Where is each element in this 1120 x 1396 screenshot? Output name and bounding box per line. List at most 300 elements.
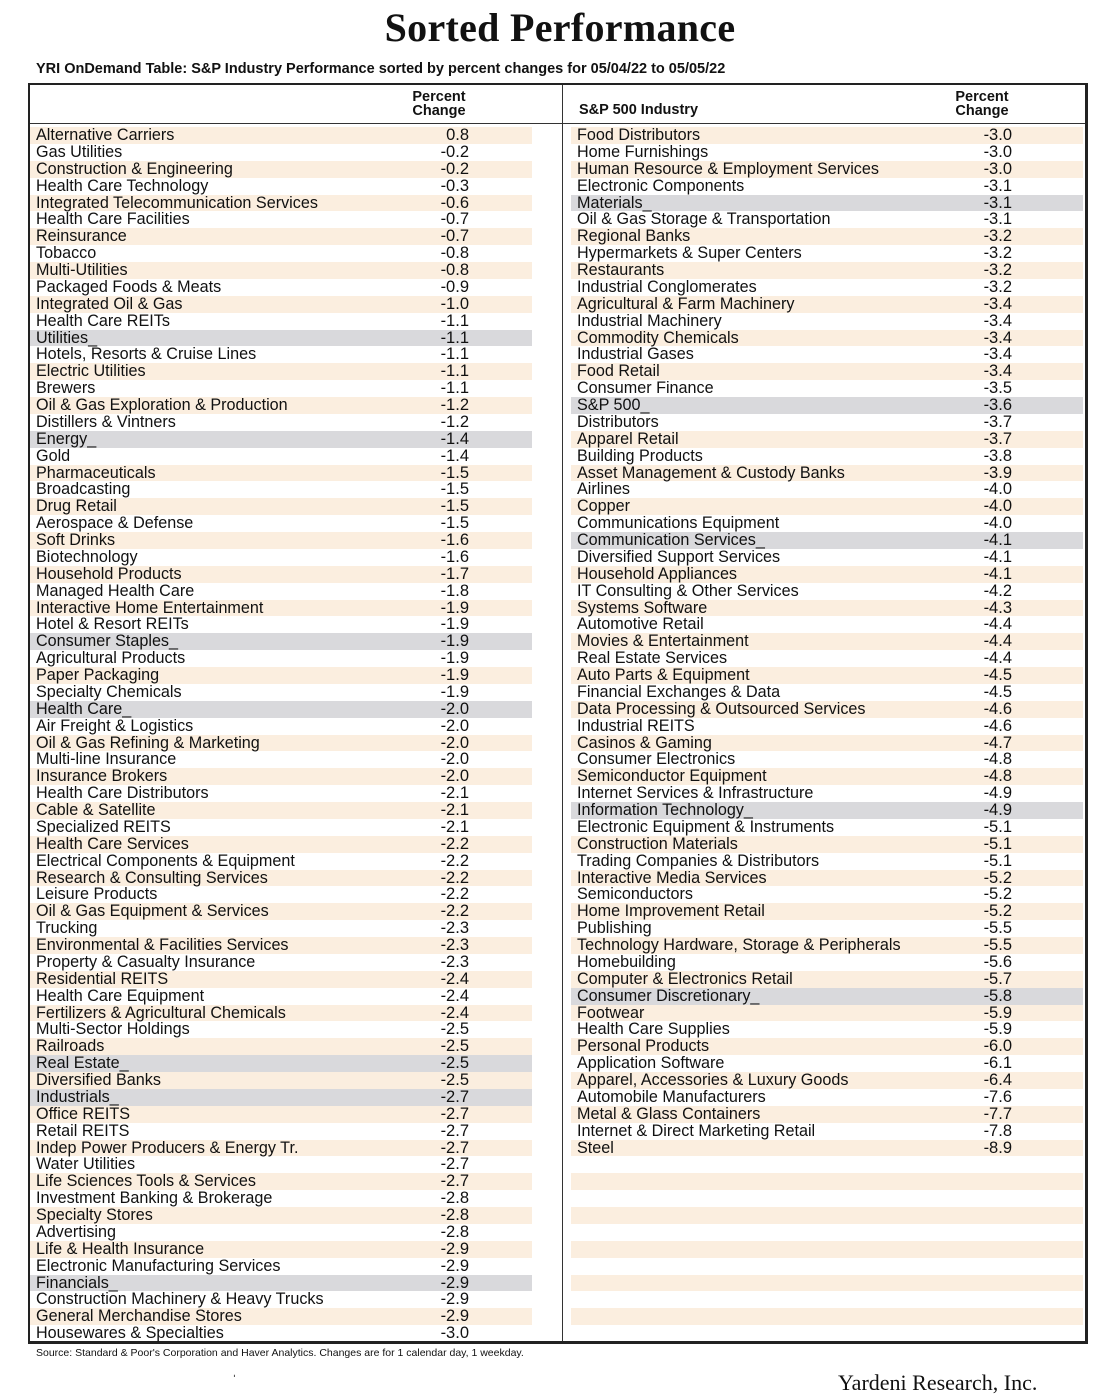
industry-name: Specialty Chemicals xyxy=(36,682,182,701)
footer-brand: Yardeni Research, Inc. xyxy=(838,1370,1038,1395)
table-row xyxy=(571,1021,1083,1038)
percent-change-value: -2.2 xyxy=(440,834,469,853)
table-row xyxy=(30,684,532,701)
industry-name: Semiconductor Equipment xyxy=(577,767,767,786)
percent-change-value: -2.7 xyxy=(440,1138,469,1157)
percent-change-value: -0.2 xyxy=(440,159,469,178)
percent-change-value: -5.2 xyxy=(983,868,1012,887)
column-divider xyxy=(562,85,563,1341)
industry-name: Multi-line Insurance xyxy=(36,750,177,769)
percent-change-value: -2.5 xyxy=(440,1020,469,1039)
table-row xyxy=(30,127,532,144)
industry-name: Specialized REITS xyxy=(36,817,171,836)
percent-change-value: -1.9 xyxy=(440,598,469,617)
percent-change-value: -3.0 xyxy=(983,126,1012,144)
industry-name: Restaurants xyxy=(577,261,665,279)
industry-name: Electric Utilities xyxy=(36,362,146,381)
industry-name: Interactive Media Services xyxy=(577,868,767,887)
percent-change-value: -2.4 xyxy=(440,969,469,988)
right-header-rule xyxy=(563,123,1085,124)
empty-row xyxy=(571,1325,1083,1342)
percent-change-value: -2.9 xyxy=(440,1307,469,1326)
industry-name: Interactive Home Entertainment xyxy=(36,598,264,617)
table-row xyxy=(571,819,1083,836)
table-row xyxy=(30,920,532,937)
industry-name: Food Distributors xyxy=(577,126,701,144)
percent-change-value: -5.6 xyxy=(983,952,1012,971)
table-row xyxy=(30,346,532,363)
percent-change-value: -3.0 xyxy=(440,1324,469,1343)
industry-name: Housewares & Specialties xyxy=(36,1324,224,1343)
percent-change-value: -2.0 xyxy=(440,767,469,786)
table-row xyxy=(30,1021,532,1038)
left-column xyxy=(30,127,532,1342)
table-row xyxy=(571,718,1083,735)
table-row xyxy=(571,262,1083,279)
percent-change-value: -1.4 xyxy=(440,446,469,465)
table-row xyxy=(30,296,532,313)
table-row xyxy=(30,971,532,988)
percent-change-value: -3.2 xyxy=(983,227,1012,246)
industry-name: Consumer Finance xyxy=(577,379,714,398)
table-row xyxy=(30,363,532,380)
industry-name: Financials_ xyxy=(36,1273,118,1292)
percent-change-value: -4.6 xyxy=(983,699,1012,718)
industry-name: Household Products xyxy=(36,564,182,583)
percent-change-value: -2.5 xyxy=(440,1054,469,1073)
table-row xyxy=(571,178,1083,195)
percent-change-value: -4.5 xyxy=(983,666,1012,684)
table-row xyxy=(571,313,1083,330)
percent-change-value: -3.9 xyxy=(983,463,1012,482)
industry-name: Aerospace & Defense xyxy=(36,514,194,533)
percent-change-value: -2.8 xyxy=(440,1189,469,1208)
percent-change-value: -4.8 xyxy=(983,767,1012,786)
industry-name: Construction Machinery & Heavy Trucks xyxy=(36,1290,324,1309)
industry-name: Homebuilding xyxy=(577,952,676,971)
table-row xyxy=(30,751,532,768)
table-row xyxy=(571,1072,1083,1089)
sector-row xyxy=(30,1055,532,1072)
table-row xyxy=(571,583,1083,600)
industry-name: Footwear xyxy=(577,1003,645,1022)
sector-row xyxy=(571,802,1083,819)
industry-name: Oil & Gas Storage & Transportation xyxy=(577,210,831,229)
empty-row xyxy=(571,1190,1083,1207)
right-header-line2: Change xyxy=(955,103,1009,119)
industry-name: Health Care Distributors xyxy=(36,784,209,803)
percent-change-value: 0.8 xyxy=(446,126,469,144)
percent-change-value: -0.7 xyxy=(440,227,469,246)
percent-change-value: -3.7 xyxy=(983,412,1012,431)
table-row xyxy=(571,380,1083,397)
table-row xyxy=(571,971,1083,988)
table-row xyxy=(30,954,532,971)
percent-change-value: -5.1 xyxy=(983,834,1012,853)
performance-table xyxy=(28,83,1088,1344)
industry-name: Indep Power Producers & Energy Tr. xyxy=(36,1138,299,1157)
industry-name: Leisure Products xyxy=(36,885,158,904)
percent-change-value: -1.1 xyxy=(440,328,469,347)
industry-name: Drug Retail xyxy=(36,497,117,516)
table-row xyxy=(571,903,1083,920)
percent-change-value: -4.2 xyxy=(983,581,1012,600)
percent-change-value: -6.4 xyxy=(983,1071,1012,1089)
table-row xyxy=(30,397,532,414)
empty-row xyxy=(571,1275,1083,1292)
industry-name: Broadcasting xyxy=(36,480,131,499)
percent-change-value: -1.6 xyxy=(440,531,469,549)
industry-name: Construction & Engineering xyxy=(36,159,233,178)
table-row xyxy=(571,414,1083,431)
industry-name: Health Care Services xyxy=(36,834,189,853)
industry-name: IT Consulting & Other Services xyxy=(577,581,799,600)
table-row xyxy=(30,448,532,465)
industry-name: Soft Drinks xyxy=(36,531,116,549)
table-row xyxy=(571,600,1083,617)
industry-name: Industrial Machinery xyxy=(577,311,722,330)
industry-name: Distributors xyxy=(577,412,659,431)
industry-name: Packaged Foods & Meats xyxy=(36,277,222,296)
percent-change-value: -1.2 xyxy=(440,412,469,431)
percent-change-value: -2.2 xyxy=(440,902,469,921)
industry-name: Health Care Equipment xyxy=(36,986,205,1005)
table-row xyxy=(571,667,1083,684)
percent-change-value: -2.2 xyxy=(440,885,469,904)
percent-change-value: -2.2 xyxy=(440,868,469,887)
table-row xyxy=(30,1123,532,1140)
table-row xyxy=(30,313,532,330)
table-row xyxy=(571,279,1083,296)
table-row xyxy=(30,667,532,684)
industry-name: Electronic Manufacturing Services xyxy=(36,1256,281,1275)
industry-name: Investment Banking & Brokerage xyxy=(36,1189,273,1208)
percent-change-value: -7.7 xyxy=(983,1104,1012,1123)
percent-change-value: -3.4 xyxy=(983,345,1012,364)
industry-name: Environmental & Facilities Services xyxy=(36,936,289,954)
industry-name: Movies & Entertainment xyxy=(577,632,749,651)
table-row xyxy=(30,1005,532,1022)
table-row xyxy=(30,802,532,819)
table-row xyxy=(30,937,532,954)
table-row xyxy=(571,481,1083,498)
industry-name: Information Technology_ xyxy=(577,801,753,819)
industry-name: Home Furnishings xyxy=(577,142,709,161)
percent-change-value: -1.9 xyxy=(440,615,469,634)
industry-name: Diversified Banks xyxy=(36,1071,161,1089)
table-row xyxy=(571,937,1083,954)
right-column xyxy=(571,127,1083,1342)
left-header-line1: Percent xyxy=(412,89,466,105)
industry-name: Electrical Components & Equipment xyxy=(36,851,295,870)
percent-change-value: -1.1 xyxy=(440,379,469,398)
industry-name: Oil & Gas Equipment & Services xyxy=(36,902,269,921)
percent-change-value: -3.0 xyxy=(983,142,1012,161)
percent-change-value: -4.0 xyxy=(983,514,1012,533)
table-row xyxy=(571,127,1083,144)
table-subtitle: YRI OnDemand Table: S&P Industry Performance sorted by percent changes for 05/04/22 to 05/05/22 xyxy=(36,61,726,77)
industry-name: Paper Packaging xyxy=(36,666,160,684)
industry-name: Trucking xyxy=(36,919,98,938)
table-row xyxy=(571,1089,1083,1106)
percent-change-value: -5.2 xyxy=(983,902,1012,921)
industry-name: Computer & Electronics Retail xyxy=(577,969,793,988)
table-row xyxy=(30,836,532,853)
percent-change-value: -2.7 xyxy=(440,1104,469,1123)
table-row xyxy=(30,1258,532,1275)
industry-name: Gold xyxy=(36,446,71,465)
percent-change-value: -4.3 xyxy=(983,598,1012,617)
percent-change-value: -0.8 xyxy=(440,244,469,263)
percent-change-value: -3.6 xyxy=(983,396,1012,414)
industry-name: Human Resource & Employment Services xyxy=(577,159,879,178)
percent-change-value: -0.2 xyxy=(440,142,469,161)
empty-row xyxy=(571,1173,1083,1190)
table-row xyxy=(571,515,1083,532)
table-row xyxy=(30,1207,532,1224)
sector-row xyxy=(30,1275,532,1292)
table-row xyxy=(30,1308,532,1325)
percent-change-value: -7.6 xyxy=(983,1087,1012,1106)
percent-change-value: -2.9 xyxy=(440,1290,469,1309)
percent-change-value: -4.7 xyxy=(983,733,1012,752)
percent-change-value: -0.3 xyxy=(440,176,469,195)
percent-change-value: -2.1 xyxy=(440,801,469,819)
percent-change-value: -2.9 xyxy=(440,1256,469,1275)
percent-change-value: -4.9 xyxy=(983,784,1012,803)
table-row xyxy=(30,1325,532,1342)
table-row xyxy=(30,211,532,228)
sector-row xyxy=(571,988,1083,1005)
percent-change-value: -1.9 xyxy=(440,666,469,684)
industry-name: Casinos & Gaming xyxy=(577,733,712,752)
sector-row xyxy=(571,532,1083,549)
table-row xyxy=(30,903,532,920)
footer-mark: ˈ xyxy=(232,1372,237,1388)
percent-change-value: -2.0 xyxy=(440,699,469,718)
sector-row xyxy=(30,701,532,718)
right-header-line1: Percent xyxy=(955,89,1009,105)
table-row xyxy=(30,532,532,549)
percent-change-value: -2.0 xyxy=(440,733,469,752)
industry-name: Water Utilities xyxy=(36,1155,136,1174)
industry-name: Industrial Gases xyxy=(577,345,694,364)
table-row xyxy=(30,1038,532,1055)
table-row xyxy=(30,853,532,870)
percent-change-value: -0.6 xyxy=(440,193,469,212)
percent-change-value: -5.9 xyxy=(983,1020,1012,1039)
table-row xyxy=(571,836,1083,853)
table-row xyxy=(571,650,1083,667)
industry-name: Industrial REITS xyxy=(577,716,695,735)
percent-change-value: -3.4 xyxy=(983,328,1012,347)
percent-change-value: -5.1 xyxy=(983,851,1012,870)
percent-change-value: -1.9 xyxy=(440,649,469,668)
industry-name: Semiconductors xyxy=(577,885,693,904)
percent-change-value: -1.5 xyxy=(440,514,469,533)
percent-change-value: -3.2 xyxy=(983,261,1012,279)
table-row xyxy=(30,566,532,583)
industry-name: Reinsurance xyxy=(36,227,127,246)
table-row xyxy=(30,735,532,752)
industry-name: Agricultural Products xyxy=(36,649,186,668)
industry-name: Hotel & Resort REITs xyxy=(36,615,189,634)
industry-name: Specialty Stores xyxy=(36,1206,153,1224)
right-header-industry: S&P 500 Industry xyxy=(579,102,699,118)
table-row xyxy=(30,785,532,802)
table-row xyxy=(571,431,1083,448)
percent-change-value: -1.9 xyxy=(440,682,469,701)
table-row xyxy=(30,768,532,785)
table-row xyxy=(30,616,532,633)
percent-change-value: -5.5 xyxy=(983,919,1012,938)
table-row xyxy=(30,870,532,887)
industry-name: Trading Companies & Distributors xyxy=(577,851,820,870)
percent-change-value: -3.8 xyxy=(983,446,1012,465)
percent-change-value: -3.5 xyxy=(983,379,1012,398)
industry-name: Industrial Conglomerates xyxy=(577,277,757,296)
industry-name: Industrials_ xyxy=(36,1087,119,1106)
percent-change-value: -1.1 xyxy=(440,345,469,364)
industry-name: General Merchandise Stores xyxy=(36,1307,242,1326)
industry-name: Electronic Components xyxy=(577,176,745,195)
industry-name: Home Improvement Retail xyxy=(577,902,765,921)
industry-name: Biotechnology xyxy=(36,547,138,566)
table-row xyxy=(571,465,1083,482)
table-row xyxy=(571,144,1083,161)
industry-name: Tobacco xyxy=(36,244,97,263)
table-row xyxy=(571,751,1083,768)
percent-change-value: -2.3 xyxy=(440,936,469,954)
table-row xyxy=(571,228,1083,245)
industry-name: Railroads xyxy=(36,1037,105,1056)
percent-change-value: -3.1 xyxy=(983,210,1012,229)
table-row xyxy=(30,1106,532,1123)
sector-row xyxy=(30,330,532,347)
sector-row xyxy=(30,431,532,448)
percent-change-value: -4.0 xyxy=(983,480,1012,499)
percent-change-value: -4.1 xyxy=(983,547,1012,566)
percent-change-value: -2.3 xyxy=(440,919,469,938)
percent-change-value: -2.5 xyxy=(440,1071,469,1089)
industry-name: Systems Software xyxy=(577,598,708,617)
percent-change-value: -4.4 xyxy=(983,632,1012,651)
percent-change-value: -3.1 xyxy=(983,176,1012,195)
industry-name: Technology Hardware, Storage & Peripherals xyxy=(577,936,901,954)
industry-name: Metal & Glass Containers xyxy=(577,1104,761,1123)
table-row xyxy=(571,211,1083,228)
percent-change-value: -1.9 xyxy=(440,632,469,651)
table-row xyxy=(30,161,532,178)
sector-row xyxy=(571,397,1083,414)
table-row xyxy=(30,262,532,279)
percent-change-value: -1.2 xyxy=(440,396,469,414)
industry-name: Real Estate_ xyxy=(36,1054,129,1073)
percent-change-value: -5.8 xyxy=(983,986,1012,1005)
percent-change-value: -1.5 xyxy=(440,480,469,499)
industry-name: Apparel Retail xyxy=(577,429,679,448)
industry-name: S&P 500_ xyxy=(577,396,650,414)
table-row xyxy=(30,1140,532,1157)
percent-change-value: -2.1 xyxy=(440,817,469,836)
empty-row xyxy=(571,1258,1083,1275)
empty-row xyxy=(571,1291,1083,1308)
industry-name: Health Care Supplies xyxy=(577,1020,730,1039)
industry-name: Integrated Oil & Gas xyxy=(36,294,183,313)
percent-change-value: -3.7 xyxy=(983,429,1012,448)
industry-name: Airlines xyxy=(577,480,631,499)
percent-change-value: -1.1 xyxy=(440,311,469,330)
industry-name: Oil & Gas Exploration & Production xyxy=(36,396,288,414)
percent-change-value: -4.4 xyxy=(983,615,1012,634)
industry-name: Distillers & Vintners xyxy=(36,412,176,431)
table-row xyxy=(30,650,532,667)
table-row xyxy=(30,498,532,515)
industry-name: Hypermarkets & Super Centers xyxy=(577,244,802,263)
percent-change-value: -7.8 xyxy=(983,1121,1012,1140)
industry-name: Construction Materials xyxy=(577,834,738,853)
percent-change-value: -5.2 xyxy=(983,885,1012,904)
table-row xyxy=(30,380,532,397)
table-row xyxy=(30,178,532,195)
percent-change-value: -5.5 xyxy=(983,936,1012,954)
industry-name: Health Care_ xyxy=(36,699,132,718)
industry-name: Brewers xyxy=(36,379,96,398)
industry-name: Alternative Carriers xyxy=(36,126,175,144)
percent-change-value: -4.0 xyxy=(983,497,1012,516)
industry-name: Regional Banks xyxy=(577,227,691,246)
industry-name: Asset Management & Custody Banks xyxy=(577,463,845,482)
percent-change-value: -3.4 xyxy=(983,311,1012,330)
industry-name: Steel xyxy=(577,1138,614,1157)
empty-row xyxy=(571,1224,1083,1241)
table-row xyxy=(571,1055,1083,1072)
table-row xyxy=(30,144,532,161)
table-row xyxy=(30,583,532,600)
table-row xyxy=(30,1241,532,1258)
percent-change-value: -2.7 xyxy=(440,1155,469,1174)
table-row xyxy=(30,549,532,566)
industry-name: Retail REITS xyxy=(36,1121,130,1140)
industry-name: Data Processing & Outsourced Services xyxy=(577,699,866,718)
table-row xyxy=(571,330,1083,347)
industry-name: Advertising xyxy=(36,1222,116,1241)
table-row xyxy=(30,1173,532,1190)
industry-name: Automobile Manufacturers xyxy=(577,1087,766,1106)
industry-name: Materials_ xyxy=(577,193,652,212)
percent-change-value: -6.0 xyxy=(983,1037,1012,1056)
table-row xyxy=(30,195,532,212)
percent-change-value: -2.9 xyxy=(440,1273,469,1292)
industry-name: Residential REITS xyxy=(36,969,169,988)
sector-row xyxy=(571,195,1083,212)
percent-change-value: -6.1 xyxy=(983,1054,1012,1073)
industry-name: Multi-Sector Holdings xyxy=(36,1020,190,1039)
empty-row xyxy=(571,1156,1083,1173)
industry-name: Fertilizers & Agricultural Chemicals xyxy=(36,1003,286,1022)
percent-change-value: -5.7 xyxy=(983,969,1012,988)
percent-change-value: -0.9 xyxy=(440,277,469,296)
percent-change-value: -3.4 xyxy=(983,294,1012,313)
industry-name: Insurance Brokers xyxy=(36,767,168,786)
sector-row xyxy=(30,1089,532,1106)
industry-name: Managed Health Care xyxy=(36,581,195,600)
industry-name: Household Appliances xyxy=(577,564,738,583)
table-row xyxy=(571,1106,1083,1123)
table-row xyxy=(30,819,532,836)
table-row xyxy=(30,1190,532,1207)
table-row xyxy=(30,988,532,1005)
